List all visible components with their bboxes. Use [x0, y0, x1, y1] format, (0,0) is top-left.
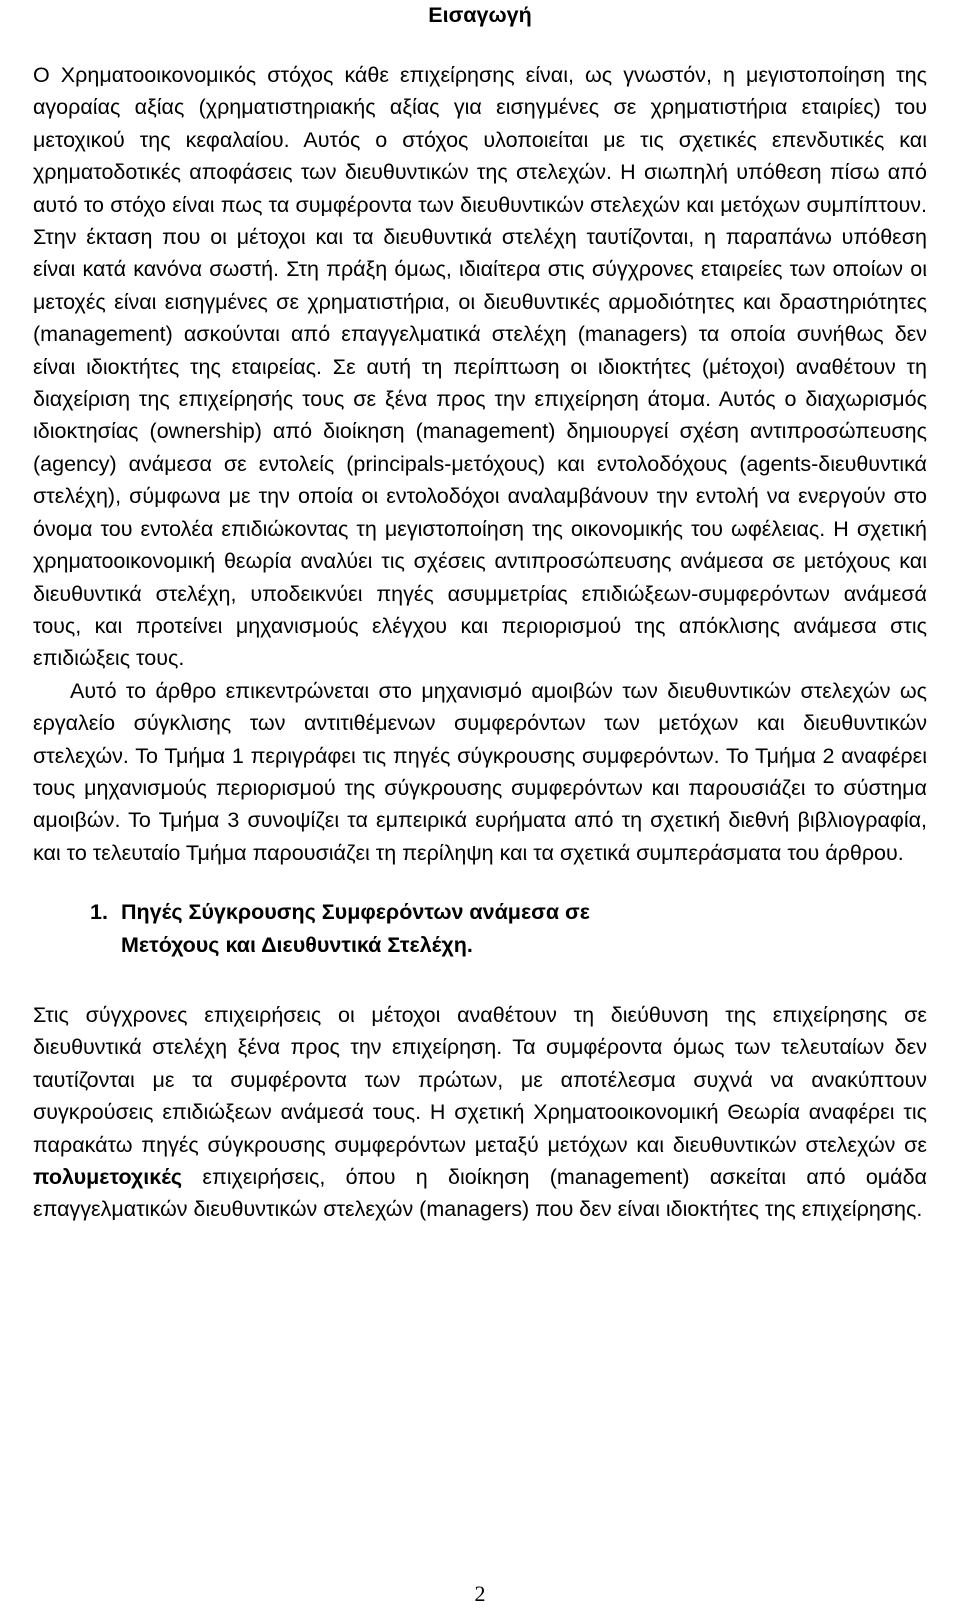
page-number: 2 [474, 1581, 486, 1606]
section-1-bold-term: πολυμετοχικές [33, 1165, 183, 1189]
document-page [33, 0, 927, 1226]
section-1-text-end: επιχειρήσεις, όπου η διοίκηση (management) ασκείται από ομάδα επαγγελματικών διευθυντικών στελεχών (managers) που δεν είναι ιδιοκτήτες της επιχείρησης. [33, 1165, 927, 1222]
intro-paragraph-2: Αυτό το άρθρο επικεντρώνεται στο μηχανισμό αμοιβών των διευθυντικών στελεχών ως εργαλείο σύγκλισης των αντιτιθέμενων συμφερόντων των μετόχων και διευθυντικών στελεχών. Το Τμήμα 1 περιγράφει τις πηγές σύγκρουσης συμφερόντων. Το Τμήμα 2 αναφέρει τους μηχανισμούς περιορισμού της σύγκρουσης συμφερόντων και παρουσιάζει το σύστημα αμοιβών. Το Τμήμα 3 συνοψίζει τα εμπειρικά ευρήματα από τη σχετική διεθνή βιβλιογραφία, και το τελευταίο Τμήμα παρουσιάζει τη περίληψη και τα σχετικά συμπεράσματα του άρθρου. [33, 678, 927, 865]
section-1-text-start: Στις σύγχρονες επιχειρήσεις οι μέτοχοι αναθέτουν τη διεύθυνση της επιχείρησης σε διευθυντικά στελέχη ξένα προς την επιχείρηση. Τα συμφέροντα όμως των τελευταίων δεν ταυτίζονται με τα συμφέροντα των πρώτων, με αποτέλεσμα συχνά να ανακύπτουν συγκρούσεις επιδιώξεων ανάμεσά τους. Η σχετική Χρηματοοικονομική Θεωρία αναφέρει τις παρακάτω πηγές σύγκρουσης συμφερόντων μεταξύ μετόχων και διευθυντικών στελεχών σε [33, 1002, 927, 1157]
intro-paragraph-1: Ο Χρηματοοικονομικός στόχος κάθε επιχείρησης είναι, ως γνωστόν, η μεγιστοποίηση της αγοραίας αξίας (χρηματιστηριακής αξίας για εισηγμένες σε χρηματιστήρια εταιρίες) του μετοχικού της κεφαλαίου. Αυτός ο στόχος υλοποιείται με τις σχετικές επενδυτικές και χρηματοδοτικές αποφάσεις των διευθυντικών της στελεχών. Η σιωπηλή υπόθεση πίσω από αυτό το στόχο είναι πως τα συμφέροντα των διευθυντικών στελεχών και μετόχων συμπίπτουν. Στην έκταση που οι μέτοχοι και τα διευθυντικά στελέχη ταυτίζονται, η παραπάνω υπόθεση είναι κατά κανόνα σωστή. Στη πράξη όμως, ιδιαίτερα στις σύγχρονες εταιρείες των οποίων οι μετοχές είναι εισηγμένες σε χρηματιστήρια, οι διευθυντικές αρμοδιότητες και δραστηριότητες (management) ασκούνται από επαγγελματικά στελέχη (managers) τα οποία συνήθως δεν είναι ιδιοκτήτες της εταιρείας. Σε αυτή τη περίπτωση οι ιδιοκτήτες (μέτοχοι) αναθέτουν τη διαχείριση της επιχείρησής τους σε ξένα προς την επιχείρηση άτομα. Αυτός ο διαχωρισμός ιδιοκτησίας (ownership) από διοίκηση (management) δημιουργεί σχέση αντιπροσώπευσης (agency) ανάμεσα σε εντολείς (principals-μετόχους) και εντολοδόχους (agents-διευθυντικά στελέχη), σύμφωνα με την οποία οι εντολοδόχοι αναλαμβάνουν την εντολή να ενεργούν στο όνομα του εντολέα επιδιώκοντας τη μεγιστοποίηση της οικονομικής του ωφέλειας. Η σχετική χρηματοοικονομική θεωρία αναλύει τις σχέσεις αντιπροσώπευσης ανάμεσα σε μετόχους και διευθυντικά στελέχη, υποδεικνύει πηγές ασυμμετρίας επιδιώξεων-συμφερόντων ανάμεσά τους, και προτείνει μηχανισμούς ελέγχου και περιορισμού της απόκλισης ανάμεσα στις επιδιώξεις τους. [33, 63, 927, 671]
page-title: Εισαγωγή [428, 3, 532, 27]
section-1-number: 1. [90, 900, 108, 925]
section-1-heading-line-2: Μετόχους και Διευθυντικά Στελέχη. [121, 932, 473, 957]
section-1-heading [33, 896, 927, 961]
section-1-paragraph [33, 999, 927, 1226]
section-1-heading-line-1: Πηγές Σύγκρουσης Συμφερόντων ανάμεσα σε [121, 900, 590, 925]
